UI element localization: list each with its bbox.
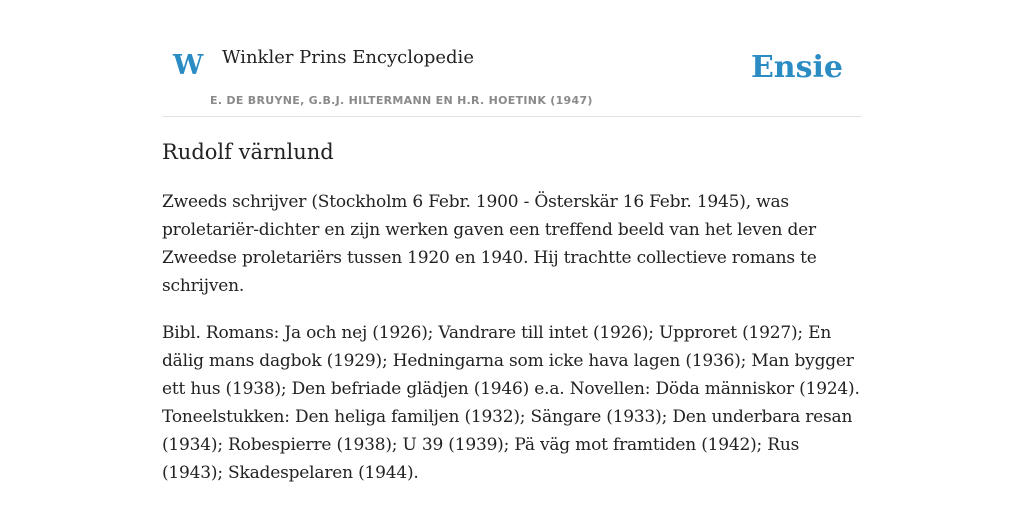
site-header (162, 0, 862, 117)
article-paragraph: Bibl. Romans: Ja och nej (1926); Vandrare till intet (1926); Upproret (1927); En dälig mans dagbok (1929); Hedningarna som icke hava lagen (1936); Man bygger ett hus (1938); Den befriade glädjen (1946) e.a. Novellen: Döda människor (1924). Toneelstukken: Den heliga familjen (1932); Sängare (1933); Den underbara resan (1934); Robespierre (1938); U 39 (1939); Pä väg mot framtiden (1942); Rus (1943); Skadespelaren (1944). (162, 323, 860, 484)
article (162, 138, 862, 506)
winkler-prins-logo[interactable]: W (173, 50, 204, 81)
ensie-brand-logo[interactable]: Ensie (750, 50, 843, 85)
article-paragraph: Zweeds schrijver (Stockholm 6 Febr. 1900 - Österskär 16 Febr. 1945), was proletariër-dichter en zijn werken gaven een treffend beeld van het leven der Zweedse proletariërs tussen 1920 en 1940. Hij trachtte collectieve romans te schrijven. (162, 192, 817, 297)
article-title: Rudolf värnlund (162, 140, 334, 164)
encyclopedia-authors: E. DE BRUYNE, G.B.J. HILTERMANN EN H.R. HOETINK (1947) (210, 94, 593, 107)
encyclopedia-title[interactable]: Winkler Prins Encyclopedie (222, 47, 474, 68)
